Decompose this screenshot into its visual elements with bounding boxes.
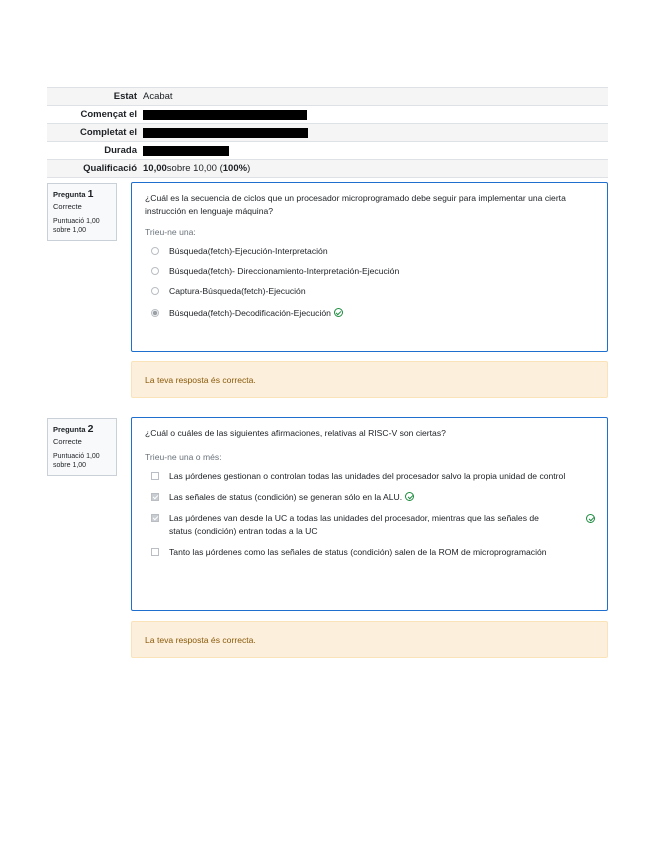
- grade-score: 10,00: [143, 163, 167, 174]
- summary-label: Qualificació: [83, 163, 137, 174]
- summary-value: [143, 163, 608, 174]
- radio-button[interactable]: [151, 267, 159, 275]
- summary-label: Durada: [104, 145, 137, 156]
- question-text: ¿Cuál es la secuencia de ciclos que un procesador microprogramado debe seguir para implementar una cierta instrucción en lenguaje máquina?: [145, 193, 566, 216]
- radio-button-selected[interactable]: [151, 309, 159, 317]
- question-number-value: 1: [87, 188, 94, 200]
- question-grade: [53, 452, 111, 470]
- grade-middle: sobre 10,00 (: [166, 163, 223, 174]
- grade-end: ): [247, 163, 251, 174]
- grade-percent: 100%: [222, 163, 248, 174]
- correct-check-icon: [586, 514, 595, 523]
- answer-text: Búsqueda(fetch)-Ejecución-Interpretación: [169, 246, 328, 256]
- summary-value: Acabat: [143, 91, 173, 102]
- question-number: [53, 188, 111, 200]
- feedback-box: La teva resposta és correcta.: [131, 361, 608, 398]
- answer-text: [169, 307, 595, 320]
- redaction-bar: [143, 110, 307, 120]
- answer-text: Captura-Búsqueda(fetch)-Ejecución: [169, 286, 306, 296]
- summary-label: Completat el: [79, 127, 137, 138]
- answer-prompt: Trieu-ne una:: [145, 227, 196, 237]
- summary-row-duration: [47, 142, 608, 160]
- summary-row-grade: [47, 160, 608, 178]
- question-number-prefix: Pregunta: [53, 190, 86, 199]
- checkbox[interactable]: [151, 548, 159, 556]
- summary-row-started: [47, 106, 608, 124]
- answer-list: [145, 470, 595, 559]
- answer-text-label: Las señales de status (condición) se generan sólo en la ALU.: [169, 492, 403, 502]
- question-grade-line1: Puntuació 1,00: [53, 218, 100, 225]
- radio-button[interactable]: [151, 287, 159, 295]
- correct-check-icon: [405, 492, 414, 501]
- question-grade: [53, 217, 111, 235]
- question-state: Correcte: [53, 202, 82, 211]
- answer-option[interactable]: [151, 512, 595, 538]
- checkbox-checked[interactable]: [151, 493, 159, 501]
- summary-value: [143, 146, 608, 156]
- redaction-bar: [143, 128, 308, 138]
- answer-option[interactable]: [151, 285, 595, 298]
- correct-check-icon: [334, 308, 343, 317]
- answer-option[interactable]: [151, 470, 595, 483]
- answer-text: Tanto las μórdenes como las señales de status (condición) salen de la ROM de microprogramación: [169, 547, 547, 557]
- question-content-1: [131, 182, 608, 352]
- redaction-bar: [143, 146, 229, 156]
- question-text: ¿Cuál o cuáles de las siguientes afirmaciones, relativas al RISC-V son ciertas?: [145, 428, 446, 438]
- answer-list: [145, 245, 595, 320]
- summary-value: [143, 128, 608, 138]
- summary-label: Estat: [113, 91, 137, 102]
- question-info-1: [47, 183, 117, 241]
- answer-text: Las μórdenes van desde la UC a todas las unidades del procesador, mientras que las señales de status (condición) entran todas a la UC: [169, 513, 539, 536]
- summary-label: Començat el: [80, 109, 137, 120]
- question-grade-line1: Puntuació 1,00: [53, 453, 100, 460]
- answer-text: Las μórdenes gestionan o controlan todas las unidades del procesador salvo la propia unidad de control: [169, 471, 566, 481]
- answer-option[interactable]: [151, 307, 595, 320]
- question-grade-line2: sobre 1,00: [53, 227, 87, 234]
- answer-option[interactable]: [151, 245, 595, 258]
- attempt-summary-table: [47, 87, 608, 178]
- question-grade-line2: sobre 1,00: [53, 462, 87, 469]
- question-info-2: [47, 418, 117, 476]
- feedback-box: La teva resposta és correcta.: [131, 621, 608, 658]
- answer-text-label: Búsqueda(fetch)-Decodificación-Ejecución: [169, 308, 331, 318]
- question-number-value: 2: [87, 423, 94, 435]
- answer-option[interactable]: [151, 546, 595, 559]
- summary-value: [143, 110, 608, 120]
- question-content-2: [131, 417, 608, 611]
- answer-text: Búsqueda(fetch)- Direccionamiento-Interpretación-Ejecución: [169, 266, 400, 276]
- radio-button[interactable]: [151, 247, 159, 255]
- checkbox[interactable]: [151, 472, 159, 480]
- summary-row-completed: [47, 124, 608, 142]
- answer-option[interactable]: [151, 265, 595, 278]
- answer-prompt: Trieu-ne una o més:: [145, 452, 222, 462]
- question-state: Correcte: [53, 437, 82, 446]
- checkbox-checked[interactable]: [151, 514, 159, 522]
- answer-option[interactable]: [151, 491, 595, 504]
- question-number: [53, 423, 111, 435]
- question-number-prefix: Pregunta: [53, 425, 86, 434]
- summary-row-state: [47, 88, 608, 106]
- answer-text: [169, 491, 595, 504]
